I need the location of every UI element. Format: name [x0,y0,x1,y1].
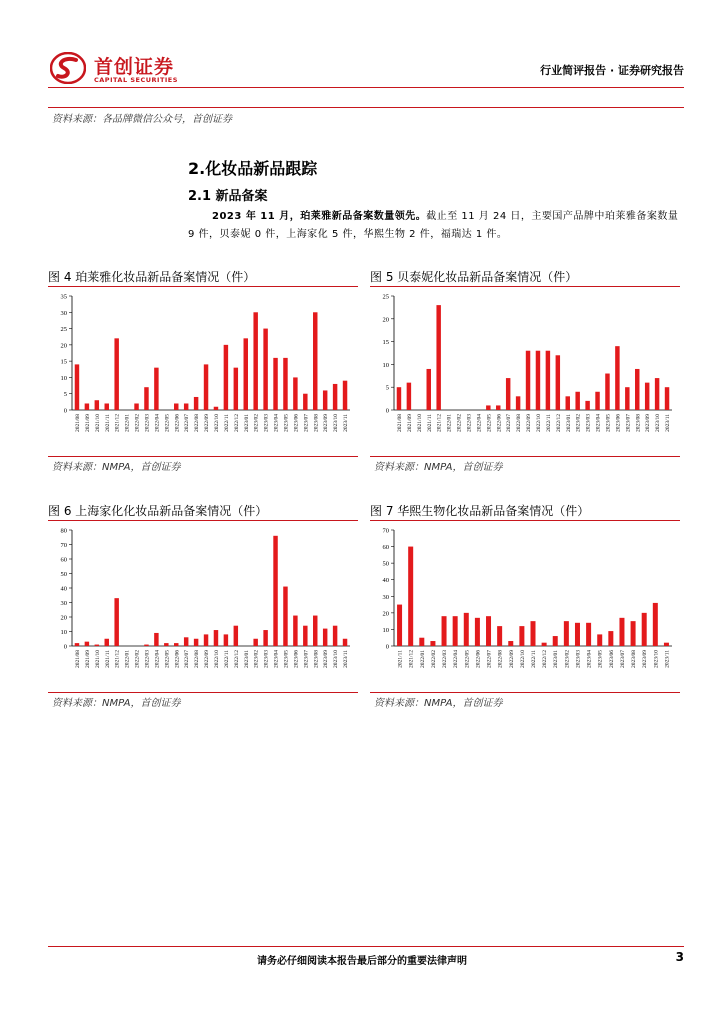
x-tick-label: 2023/09 [323,414,330,433]
x-tick-label: 2023/08 [631,650,638,669]
x-tick-label: 2021/08 [74,650,81,669]
x-tick-label: 2023/01 [243,650,250,669]
bar [273,536,277,646]
x-tick-label: 2022/09 [508,650,515,669]
bar [234,368,238,410]
x-tick-label: 2023/01 [553,650,560,669]
x-tick-label: 2023/08 [635,414,642,433]
x-tick-label: 2022/12 [233,414,240,433]
bloomage-bar-chart [370,524,680,690]
x-tick-label: 2022/11 [223,414,230,432]
y-tick-label: 25 [382,293,389,301]
y-tick-label: 5 [385,384,389,392]
x-tick-label: 2022/03 [144,650,151,669]
bar [343,639,347,646]
x-tick-label: 2023/09 [645,414,652,433]
x-tick-label: 2022/10 [535,414,542,433]
figure-source: 资料来源：NMPA，首创证券 [52,698,181,709]
y-tick-label: 15 [60,358,67,366]
figure-title: 图 4 珀莱雅化妆品新品备案情况（件） [48,270,256,284]
bar [619,618,624,646]
bar [214,407,218,410]
y-tick-label: 50 [60,571,67,578]
y-tick-label: 20 [382,316,389,324]
bar [154,368,158,410]
x-tick-label: 2022/10 [213,414,220,433]
bar [263,329,267,410]
y-tick-label: 30 [382,593,389,601]
bar [224,634,228,646]
bar [427,369,431,410]
y-tick-label: 40 [382,577,389,585]
bar [486,616,491,646]
bar [85,403,89,410]
y-tick-label: 50 [382,560,389,568]
footer-divider [48,946,684,947]
bar [625,387,629,410]
x-tick-label: 2021/08 [74,414,81,433]
figure-source-divider [370,456,680,457]
bar [134,403,138,410]
x-tick-label: 2023/07 [303,650,310,669]
x-tick-label: 2021/11 [104,650,111,668]
x-tick-label: 2023/02 [575,414,582,433]
bar [194,639,198,646]
x-tick-label: 2022/08 [194,414,201,433]
x-tick-label: 2023/01 [565,414,572,433]
bar [655,378,659,410]
bar [419,638,424,646]
x-tick-label: 2022/08 [516,414,523,433]
x-tick-label: 2021/11 [104,414,111,432]
bar [516,396,520,410]
bar [530,621,535,646]
header-divider [48,87,684,88]
x-tick-label: 2022/06 [475,650,482,669]
bar [293,377,297,410]
x-tick-label: 2023/05 [283,650,290,669]
bar [114,338,118,410]
bar [546,351,550,410]
y-tick-label: 70 [382,527,389,535]
bar [95,400,99,410]
x-tick-label: 2023/02 [253,650,260,669]
y-tick-label: 25 [60,326,67,334]
figure-proya [48,268,358,478]
x-tick-label: 2022/01 [124,650,131,669]
page-number: 3 [675,950,684,964]
bar [263,630,267,646]
y-tick-label: 0 [385,407,389,415]
bar [645,383,649,410]
figure-source: 资料来源：NMPA，首创证券 [374,698,503,709]
y-tick-label: 35 [60,293,67,301]
x-tick-label: 2023/03 [585,414,592,433]
x-tick-label: 2022/09 [526,414,533,433]
bar [253,639,257,646]
x-tick-label: 2022/04 [476,414,483,433]
x-tick-label: 2023/06 [615,414,622,433]
bar [486,405,490,410]
bar [496,405,500,410]
bar [184,637,188,646]
figure-source: 资料来源：NMPA，首创证券 [374,462,503,473]
bar [605,374,609,410]
bar [95,645,99,646]
proya-bar-chart [48,290,358,454]
x-tick-label: 2022/04 [154,650,161,669]
bar [519,626,524,646]
bar [526,351,530,410]
figure-title: 图 6 上海家化化妆品新品备案情况（件） [48,504,268,518]
bar [615,346,619,410]
bar [585,401,589,410]
bar [204,634,208,646]
y-tick-label: 0 [63,407,67,415]
bar [164,643,168,646]
report-header [48,50,684,86]
figure-jahwa [48,502,358,712]
x-tick-label: 2022/10 [519,650,526,669]
bar [564,621,569,646]
x-tick-label: 2023/10 [333,414,340,433]
x-tick-label: 2022/01 [446,414,453,433]
legal-notice: 请务必仔细阅读本报告最后部分的重要法律声明 [257,956,467,967]
x-tick-label: 2023/08 [313,414,320,433]
x-tick-label: 2023/10 [655,414,662,433]
bar [397,605,402,646]
bar [442,616,447,646]
bar [453,616,458,646]
x-tick-label: 2022/07 [184,650,191,669]
bar [597,634,602,646]
x-tick-label: 2023/04 [595,414,602,433]
x-tick-label: 2022/03 [144,414,151,433]
x-tick-label: 2023/03 [263,414,270,433]
figure-source-divider [48,692,358,693]
x-tick-label: 2023/11 [664,650,671,668]
y-tick-label: 10 [60,374,67,382]
bar [653,603,658,646]
bar [397,387,401,410]
bar [506,378,510,410]
x-tick-label: 2022/07 [486,650,493,669]
bar [475,618,480,646]
bar [204,364,208,410]
bar [430,641,435,646]
x-tick-label: 2021/10 [94,650,101,669]
x-tick-label: 2023/10 [653,650,660,669]
capital-securities-logo-icon [50,52,86,84]
bar [224,345,228,410]
botanee-bar-chart [370,290,680,454]
x-tick-label: 2022/05 [486,414,493,433]
x-tick-label: 2023/04 [273,414,280,433]
x-tick-label: 2022/02 [134,414,141,433]
x-tick-label: 2022/07 [506,414,513,433]
body-paragraph [188,208,684,244]
x-tick-label: 2023/05 [597,650,604,669]
bar [105,403,109,410]
source-divider [48,107,684,108]
x-tick-label: 2022/02 [134,650,141,669]
x-tick-label: 2022/01 [124,414,131,433]
figure-source-divider [48,456,358,457]
figure-botanee [370,268,680,478]
bar [273,358,277,410]
figure-source: 资料来源：NMPA，首创证券 [52,462,181,473]
x-tick-label: 2022/03 [466,414,473,433]
x-tick-label: 2023/06 [293,414,300,433]
bar [154,633,158,646]
bar [333,384,337,410]
x-tick-label: 2023/09 [642,650,649,669]
x-tick-label: 2022/08 [497,650,504,669]
jahwa-bar-chart [48,524,358,690]
x-tick-label: 2023/03 [263,650,270,669]
x-tick-label: 2022/02 [430,650,437,669]
bar [575,623,580,646]
x-tick-label: 2022/12 [233,650,240,669]
figure-bloomage [370,502,680,712]
x-tick-label: 2022/01 [419,650,426,669]
bar [323,629,327,646]
bar [542,643,547,646]
x-tick-label: 2022/10 [213,650,220,669]
figure-title-divider [48,520,358,521]
x-tick-label: 2022/05 [464,650,471,669]
bar [75,364,79,410]
bar [664,643,669,646]
x-tick-label: 2022/09 [204,414,211,433]
bar [333,626,337,646]
x-tick-label: 2021/12 [114,650,121,669]
x-tick-label: 2022/02 [456,414,463,433]
x-tick-label: 2023/04 [586,650,593,669]
bar [114,598,118,646]
bar [497,626,502,646]
paragraph-text: 截止至 11 月 24 日，主要国产品牌中珀莱雅备案数量 9 件，贝泰妮 0 件，上海家化 5 件，华熙生物 2 件，福瑞达 1 件。 [188,211,679,240]
y-tick-label: 30 [60,309,67,317]
bar [75,643,79,646]
y-tick-label: 20 [60,342,67,350]
y-tick-label: 80 [60,527,67,535]
bar [343,381,347,410]
x-tick-label: 2021/10 [416,414,423,433]
bar [553,636,558,646]
y-tick-label: 20 [382,610,389,618]
y-tick-label: 60 [60,556,67,564]
bar [85,642,89,646]
y-tick-label: 70 [60,542,67,549]
x-tick-label: 2023/07 [619,650,626,669]
x-tick-label: 2022/04 [453,650,460,669]
y-tick-label: 20 [60,614,67,622]
x-tick-label: 2023/01 [243,414,250,433]
x-tick-label: 2021/09 [406,414,413,433]
y-tick-label: 15 [382,339,389,347]
figure-title-divider [370,520,680,521]
x-tick-label: 2023/09 [323,650,330,669]
x-tick-label: 2023/02 [253,414,260,433]
x-tick-label: 2022/11 [531,650,537,668]
y-tick-label: 10 [60,629,67,636]
bar [464,613,469,646]
x-tick-label: 2022/06 [174,650,181,669]
bar [144,387,148,410]
bar [642,613,647,646]
y-tick-label: 10 [382,361,389,369]
x-tick-label: 2022/05 [164,414,171,433]
x-tick-label: 2021/09 [84,414,91,433]
x-tick-label: 2022/06 [174,414,181,433]
bar [293,616,297,646]
x-tick-label: 2023/05 [283,414,290,433]
x-tick-label: 2023/11 [343,414,350,432]
bar [631,621,636,646]
x-tick-label: 2023/11 [343,650,350,668]
bar [283,587,287,646]
bar [635,369,639,410]
bar [144,645,148,646]
subsection-heading: 2.1 新品备案 [188,189,268,204]
bar [244,338,248,410]
x-tick-label: 2021/11 [426,414,433,432]
bar [436,305,440,410]
y-tick-label: 10 [382,626,389,634]
x-tick-label: 2021/11 [397,650,404,668]
x-tick-label: 2022/07 [184,414,191,433]
figure-title-divider [370,286,680,287]
x-tick-label: 2022/09 [204,650,211,669]
y-tick-label: 5 [63,391,67,399]
bar [313,312,317,410]
figure-source-divider [370,692,680,693]
x-tick-label: 2022/12 [542,650,549,669]
figure-title-divider [48,286,358,287]
bar [184,403,188,410]
top-source-note: 资料来源：各品牌微信公众号，首创证券 [52,114,232,125]
x-tick-label: 2021/12 [114,414,121,433]
bar [174,643,178,646]
x-tick-label: 2022/05 [164,650,171,669]
bar [408,547,413,646]
y-tick-label: 0 [385,643,389,651]
bar [508,641,513,646]
report-type-label: 行业简评报告 · 证券研究报告 [540,64,684,77]
figure-title: 图 5 贝泰妮化妆品新品备案情况（件） [370,270,578,284]
bar [313,616,317,646]
bar [303,394,307,410]
bar [283,358,287,410]
bar [303,626,307,646]
x-tick-label: 2021/09 [84,650,91,669]
bar [214,630,218,646]
x-tick-label: 2022/11 [223,650,230,668]
y-tick-label: 30 [60,600,67,607]
bar [665,387,669,410]
x-tick-label: 2023/02 [564,650,571,669]
x-tick-label: 2023/10 [333,650,340,669]
bar [253,312,257,410]
bar [566,396,570,410]
bar [234,626,238,646]
x-tick-label: 2023/07 [303,414,310,433]
x-tick-label: 2021/08 [396,414,403,433]
paragraph-bold-lead: 2023 年 11 月，珀莱雅新品备案数量领先。 [212,211,427,222]
x-tick-label: 2023/06 [293,650,300,669]
x-tick-label: 2023/05 [605,414,612,433]
logo-chinese-name: 首创证券 [94,56,175,78]
bar [556,355,560,410]
bar [194,397,198,410]
x-tick-label: 2023/11 [665,414,672,432]
x-tick-label: 2022/11 [545,414,552,432]
bar [575,392,579,410]
logo-english-name: CAPITAL SECURITIES [94,76,178,84]
bar [174,403,178,410]
x-tick-label: 2022/04 [154,414,161,433]
bar [595,392,599,410]
figure-title: 图 7 华熙生物化妆品新品备案情况（件） [370,504,590,518]
x-tick-label: 2023/04 [273,650,280,669]
section-heading: 2.化妆品新品跟踪 [188,159,318,178]
x-tick-label: 2021/12 [408,650,415,669]
bar [105,639,109,646]
x-tick-label: 2022/08 [194,650,201,669]
y-tick-label: 60 [382,544,389,552]
bar [536,351,540,410]
y-tick-label: 40 [60,585,67,593]
x-tick-label: 2023/07 [625,414,632,433]
bar [407,383,411,410]
x-tick-label: 2022/06 [496,414,503,433]
x-tick-label: 2021/10 [94,414,101,433]
bar [323,390,327,410]
bar [586,623,591,646]
x-tick-label: 2022/12 [555,414,562,433]
x-tick-label: 2022/03 [442,650,449,669]
x-tick-label: 2023/03 [575,650,582,669]
bar [608,631,613,646]
x-tick-label: 2023/06 [608,650,615,669]
x-tick-label: 2023/08 [313,650,320,669]
y-tick-label: 0 [63,643,67,651]
x-tick-label: 2021/12 [436,414,443,433]
